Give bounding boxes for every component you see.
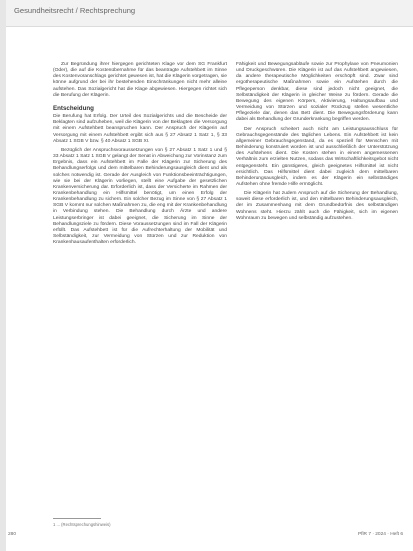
decision-paragraph-1: Die Berufung hat Erfolg. Der Urteil des Sozialgerichts und die Bescheide der Beklagten sind aufzuheben, weil die Klägerin von der Beklagten die Versorgung mit einem Aufstehbett beanspruchen kann. Der Anspruch der Klägerin auf Versorgung mit einem Aufstehbett ergibt sich aus § 27 Absatz 1 Satz 1, § 33 Absatz 1 SGB V bzw. § 40 Absatz 1 SGB XI.	[53, 114, 227, 144]
right-paragraph-3: Die Klägerin hat zudem Anspruch auf die Sicherung der Behandlung, soweit diese erforderlich ist, und den mittelbaren Behinderungsausgleich, der im Zusammenhang mit dem Grundbedürfnis des selbständigen Wohnens steht. Hierzu zählt auch die Fähigkeit, sich im eigenen Wohnraum zu bewegen und selbständig aufzustehen.	[236, 191, 398, 221]
page-number: 280	[8, 532, 17, 537]
running-header	[6, 0, 413, 27]
left-text-column	[53, 62, 227, 249]
intro-paragraph: Zur Begründung ihrer hiergegen gerichteten Klage vor dem SG Frankfurt (Oder), die auf die Kostenübernahme für das beantragte Aufstehbett im Sinne des Kostenvoranschlags gerichtet gewesen ist, hat die Klägerin vorgetragen, sie könne aufgrund der bei ihr bestehenden Einschränkungen nicht mehr alleine aufstehen. Das Sozialgericht hat die Klage abgewiesen. Hiergegen richtet sich die Berufung der Klägerin.	[53, 62, 227, 98]
footnote-divider	[53, 518, 101, 519]
running-title: Gesundheitsrecht / Rechtsprechung	[14, 6, 136, 15]
section-heading: Entscheidung	[53, 104, 94, 112]
decision-paragraph-2: Bezüglich der Anspruchsvoraussetzungen von § 27 Absatz 1 Satz 1 und § 33 Absatz 1 Satz 1 SGB V gelangt der Senat in Abweichung zur Vorinstanz zum Ergebnis, dass ein Aufstehbett im Falle der Klägerin zur Sicherung des Behandlungserfolgs und dem mittelbaren Behinderungsausgleich dient und als solches notwendig ist. Gerade der Ausgleich von Funktionsbeeinträchtigungen, wie sie bei der Klägerin vorliegen, stellt eine Aufgabe der gesetzlichen Krankenversicherung dar. Erforderlich ist, dass der Versicherte im Rahmen der Krankenbehandlung ein Hilfsmittel benötigt, um einen Erfolg der Krankenbehandlung zu sichern. Ein solcher Bezug im Sinne von § 27 Absatz 1 SGB V kommt nur solchen Maßnahmen zu, die eng mit der Krankenbehandlung in Verbindung stehen. Die Behandlung durch Ärzte und andere Leistungserbringer ist dabei geeignet, die Sicherung im Sinne der Behandlungsziele zu fördern. Diese Voraussetzungen sind im Fall der Klägerin erfüllt. Das Aufstehbett ist für die Aufrechterhaltung der Mobilität und Selbständigkeit, zur Vermeidung von Stürzen und zur Reduktion von Krankenhausaufenthalten erforderlich.	[53, 147, 227, 246]
left-edge-strip	[0, 0, 6, 551]
right-paragraph-2: Der Anspruch scheitert auch nicht am Leistungsausschluss für Gebrauchsgegenstände des täglichen Lebens. Ein Aufstehbett ist kein allgemeiner Gebrauchsgegenstand, da es speziell für Menschen mit Behinderung konstruiert worden ist und ausschließlich der Unterstützung des Aufstehens dient. Die Kosten stehen in einem angemessenen Verhältnis zum erzielten Nutzen, sodass das Wirtschaftlichkeitsgebot nicht entgegensteht. Ein günstigeres, gleich geeignetes Hilfsmittel ist nicht ersichtlich. Das Hilfsmittel dient dabei zugleich dem mittelbaren Behinderungsausgleich, indem es der Klägerin ein selbständiges Aufstehen ohne fremde Hilfe ermöglicht.	[236, 126, 398, 187]
right-text-column	[236, 62, 398, 225]
journal-reference: PflR 7 · 2024 · Heft 6	[357, 532, 403, 537]
right-paragraph-1: Fähigkeit und Bewegungsabläufe sowie zur Prophylaxe von Pneumonien und Druckgeschwüren. Die Klägerin ist auf das Aufstehbett angewiesen, da andere therapeutische Möglichkeiten erschöpft sind. Zwar sind ergotherapeutische Maßnahmen sowie ein Aufstehen durch die Pflegeperson denkbar, diese sind jedoch nicht geeignet, die Selbständigkeit der Klägerin in gleicher Weise zu fördern. Gerade die Bewegung des eigenen Körpers, Aktivierung, Haltungsaufbau und Vermeidung von Stürzen und sozialer Rückzug stellen wesentliche Pflegeziele dar, denen das Bett dient. Die Bewegungsförderung kann dabei als Behandlung der Grunderkrankung begriffen werden.	[236, 62, 398, 123]
footnote: 1 ... (Rechtsprechungshinweis)	[53, 522, 111, 527]
